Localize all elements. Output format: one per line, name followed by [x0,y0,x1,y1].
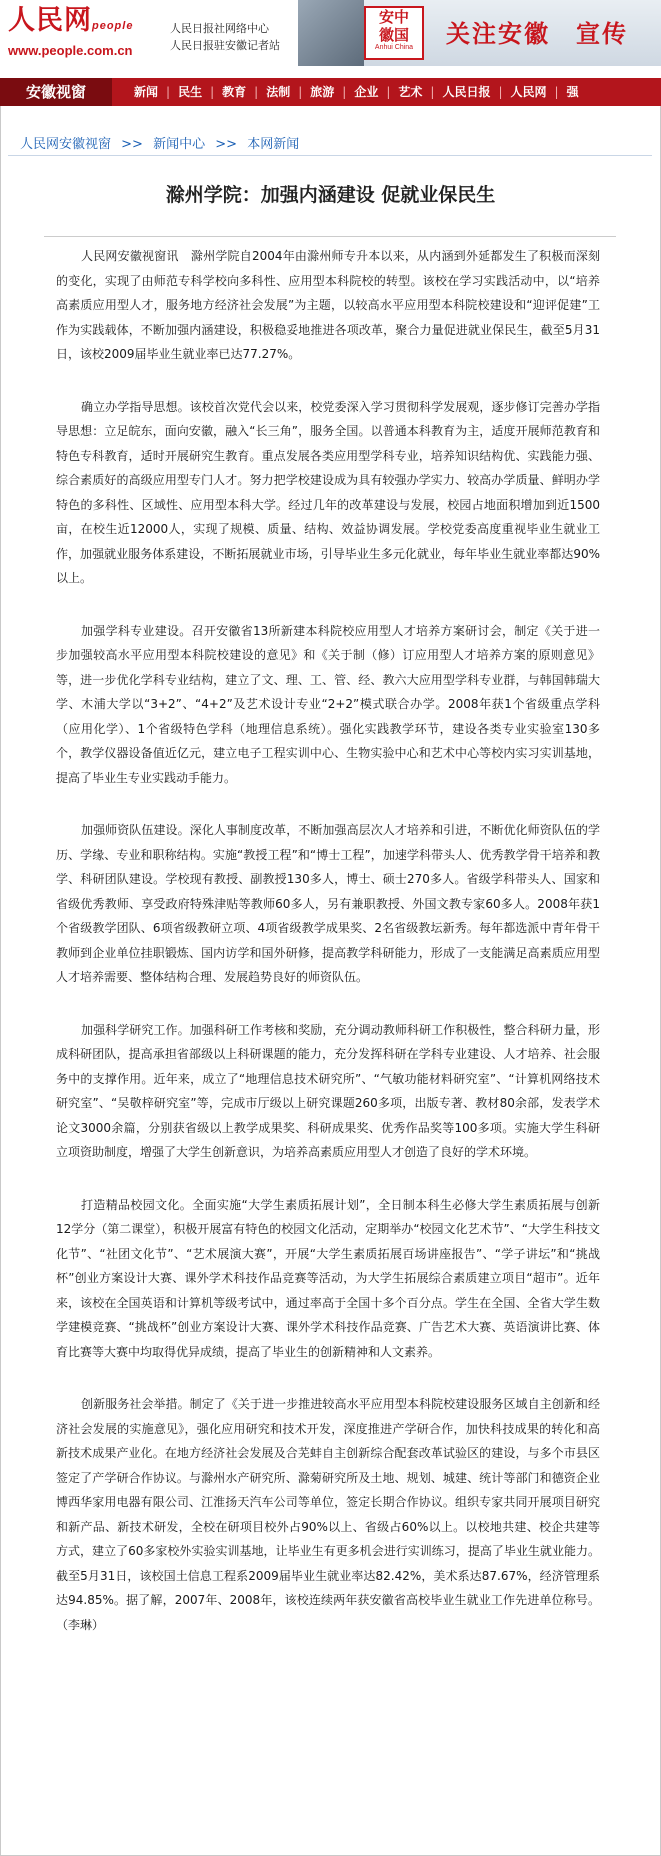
nav-separator: | [254,85,259,99]
nav-item-enterprise[interactable]: 企业 [354,85,379,99]
article-paragraph: 加强师资队伍建设。深化人事制度改革，不断加强高层次人才培养和引进，不断优化师资队伍的学历、学缘、专业和职称结构。实施“教授工程”和“博士工程”，加速学科带头人、优秀教学骨干培养和教学、科研团队建设。学校现有教授、副教授130多人，博士、硕士270多人。省级学科带头人、国家和省级优秀教师、享受政府特殊津贴等教师60多人，另有兼职教授、外国文教专家60多人。2008年获1个省级教学团队、6项省级教研立项、4项省级教学成果奖、2名省级教坛新秀。每年都选派中青年骨干教师到企业单位挂职锻炼、国内访学和国外研修，提高教学科研能力，形成了一支能满足高素质应用型人才培养需要、整体结构合理、发展趋势良好的师资队伍。 [56,823,600,984]
nav-separator: | [430,85,435,99]
banner-slogan: 关注安徽 宣传 [446,20,628,48]
nav-item-more[interactable]: 强 [566,85,579,99]
breadcrumb-site-news-link[interactable]: 本网新闻 [247,137,300,152]
breadcrumb-separator: >> [215,137,238,152]
article-paragraph: 打造精品校园文化。全面实施“大学生素质拓展计划”，全日制本科生必修大学生素质拓展与创新12学分（第二课堂），积极开展富有特色的校园文化活动，定期举办“校园文化艺术节”、“大学生科技文化节”、“社团文化节”、“艺术展演大赛”，开展“大学生素质拓展百场讲座报告”、“学子讲坛”和“挑战杯”创业方案设计大赛、课外学术科技作品竞赛等活动，为大学生拓展综合素质建立项目“超市”。近年来，该校在全国英语和计算机等级考试中，通过率高于全国十多个百分点。学生在全国、全省大学生数学建模竞赛、“挑战杯”创业方案设计大赛、课外学术科技作品竞赛、广告艺术大赛、英语演讲比赛、体育比赛等大赛中均取得优异成绩，提高了毕业生的创新精神和人文素养。 [56,1197,600,1359]
breadcrumb-separator: >> [121,137,143,152]
nav-separator: | [298,85,303,99]
nav-brand[interactable]: 安徽视窗 [0,78,112,106]
nav-separator: | [554,85,559,99]
nav-item-peoples-daily[interactable]: 人民日报 [442,85,491,99]
nav-item-law[interactable]: 法制 [266,85,291,99]
nav-separator: | [166,85,171,99]
title-divider [44,236,616,237]
nav-separator: | [498,85,503,99]
nav-item-art[interactable]: 艺术 [398,85,423,99]
anhui-china-emblem: 安中 徽国 Anhui China [364,6,424,60]
article-body [56,244,600,1665]
breadcrumb-news-center-link[interactable]: 新闻中心 [153,137,206,152]
nav-separator: | [342,85,347,99]
header-org-info [170,20,280,54]
breadcrumb-home-link[interactable]: 人民网安徽视窗 [20,137,112,152]
nav-item-travel[interactable]: 旅游 [310,85,335,99]
org-line-2: 人民日报驻安徽记者站 [170,39,280,52]
nav-items [126,78,587,106]
article-paragraph: 加强学科专业建设。召开安徽省13所新建本科院校应用型人才培养方案研讨会，制定《关于进一步加强较高水平应用型本科院校建设的意见》和《关于制（修）订应用型人才培养方案的原则意见》等，进一步优化学科专业结构，建立了文、理、工、管、经、教六大应用型学科专业群，与韩国韩瑞大学、木浦大学以“3+2”、“4+2”及艺术设计专业“2+2”模式联合办学。2008年获1个省级重点学科（应用化学）、1个省级特色学科（地理信息系统）。强化实践教学环节，建设各类专业实验室130多个，教学仪器设备值近亿元，建立电子工程实训中心、生物实验中心和艺术中心等校内实习实训基地，提高了毕业生专业实践动手能力。 [56,623,600,785]
nav-item-news[interactable]: 新闻 [134,85,159,99]
nav-item-livelihood[interactable]: 民生 [178,85,203,99]
nav-item-education[interactable]: 教育 [222,85,247,99]
breadcrumb-divider [8,155,652,156]
org-line-1: 人民日报社网络中心 [170,22,269,35]
logo-sub: people [92,20,134,32]
nav-separator: | [386,85,391,99]
top-banner[interactable] [298,0,661,66]
banner-photo [298,0,364,66]
site-header [0,0,661,66]
nav-separator: | [210,85,215,99]
people-logo[interactable] [8,6,168,62]
nav-item-people-net[interactable]: 人民网 [510,85,547,99]
main-nav [0,78,661,106]
article-paragraph: 创新服务社会举措。制定了《关于进一步推进较高水平应用型本科院校建设服务区域自主创新和经济社会发展的实施意见》，强化应用研究和技术开发，深度推进产学研合作，加快科技成果的转化和高新技术成果产业化。在地方经济社会发展及合芜蚌自主创新综合配套改革试验区的建设，与多个市县区签定了产学研合作协议。与滁州水产研究所、滁菊研究所及土地、规划、城建、统计等部门和德资企业博西华家用电器有限公司、江淮扬天汽车公司等单位，签定长期合作协议。组织专家共同开展项目研究和新产品、新技术研发，全校在研项目校外占90%以上、省级占60%以上。以校地共建、校企共建等方式，建立了60多家校外实验实训基地，让毕业生有更多机会进行实训练习，提高了毕业生就业能力。截至5月31日，该校国土信息工程系2009届毕业生就业率达82.42%，美术系达87.67%，经济管理系达94.85%。据了解，2007年、2008年，该校连续两年获安徽省高校毕业生就业工作先进单位称号。（李琳） [56,1397,600,1632]
article-paragraph: 人民网安徽视窗讯 滁州学院自2004年由滁州师专升本以来，从内涵到外延都发生了积极而深刻的变化，实现了由师范专科学校向多科性、应用型本科院校的转型。该校在学习实践活动中，以“培养高素质应用型人才，服务地方经济社会发展”为主题，以较高水平应用型本科院校建设和“迎评促建”工作为实践载体，不断加强内涵建设，积极稳妥地推进各项改革，聚合力量促进就业保民生，截至5月31日，该校2009届毕业生就业率已达77.27%。 [56,249,600,361]
breadcrumb [20,133,299,152]
article-title: 滁州学院：加强内涵建设 促就业保民生 [165,184,496,206]
article-paragraph: 确立办学指导思想。该校首次党代会以来，校党委深入学习贯彻科学发展观，逐步修订完善办学指导思想：立足皖东，面向安徽，融入“长三角”，服务全国。以普通本科教育为主，适度开展师范教育和特色专科教育，适时开展研究生教育。重点发展各类应用型学科专业，培养知识结构优、实践能力强、综合素质好的高级应用型专门人才。努力把学校建设成为具有较强办学实力、较高办学质量、鲜明办学特色的多科性、区域性、应用型本科大学。经过几年的改革建设与发展，校园占地面积增加到近1500亩，在校生近12000人，实现了规模、质量、结构、效益协调发展。学校党委高度重视毕业生就业工作，加强就业服务体系建设，不断拓展就业市场，引导毕业生多元化就业，每年毕业生就业率都达90%以上。 [56,399,600,585]
logo-url: www.people.com.cn [8,43,133,58]
logo-text: 人民网people [8,5,134,36]
article-paragraph: 加强科学研究工作。加强科研工作考核和奖励，充分调动教师科研工作积极性，整合科研力量，形成科研团队，提高承担省部级以上科研课题的能力，充分发挥科研在学科专业建设、人才培养、社会服务中的支撑作用。近年来，成立了“地理信息技术研究所”、“气敏功能材料研究室”、“计算机网络技术研究室”、“吴敬梓研究室”等，完成市厅级以上研究课题260多项，出版专著、教材80余部，发表学术论文3000余篇，分别获省级以上教学成果奖、科研成果奖、优秀作品奖等100多项。实施大学生科研立项资助制度，增强了大学生创新意识，为培养高素质应用型人才创造了良好的学术环境。 [56,1022,600,1159]
